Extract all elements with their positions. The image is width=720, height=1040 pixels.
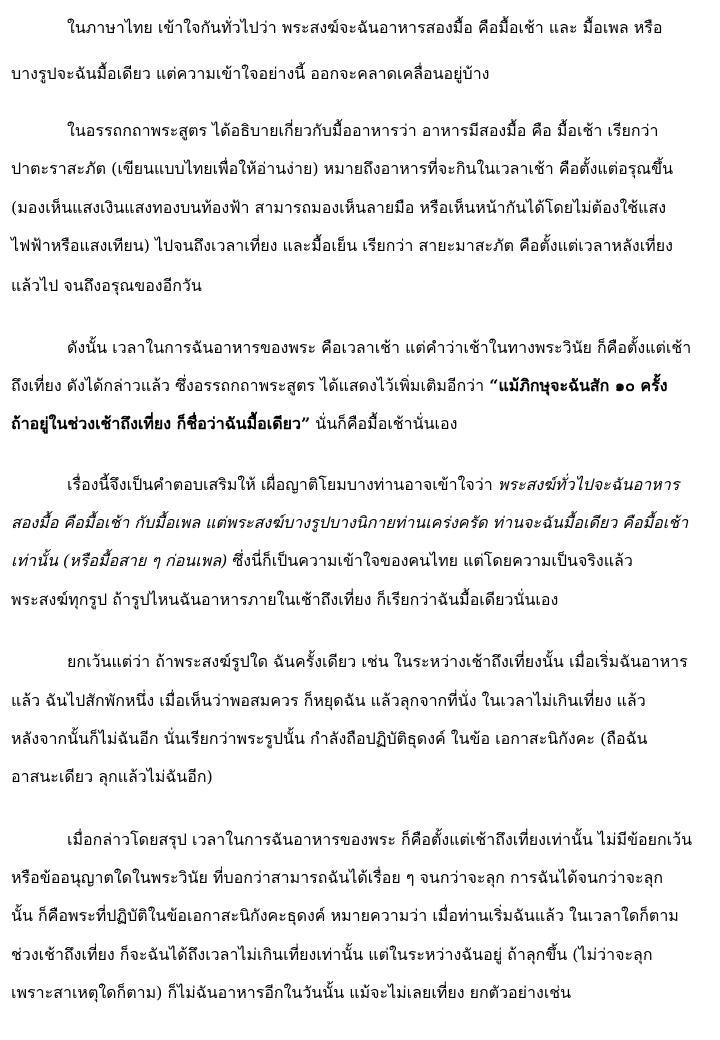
text-line: พระสงฆ์ทุกรูป ถ้ารูปไหนฉันอาหารภายในเช้าถึงเที่ยง ก็เรียกว่าฉันมื้อเดียวนั่นเอง [11,590,559,609]
italic-segment: พระสงฆ์ทั่วไปจะฉันอาหาร [497,475,680,494]
text-line: สองมื้อ คือมื้อเช้า กับมื้อเพล แต่พระสงฆ์บางรูปบางนิกายท่านเคร่งครัด ท่านจะฉันมื้อเดียว คือมื้อเช้า [11,513,689,532]
text-line: ในภาษาไทย เข้าใจกันทั่วไปว่า พระสงฆ์จะฉันอาหารสองมื้อ คือมื้อเช้า และ มื้อเพล หรือ [67,18,663,37]
italic-segment: เท่านั้น (หรือมื้อสาย ๆ ก่อนเพล) [11,551,228,570]
text-line: ในอรรถกถาพระสูตร ได้อธิบายเกี่ยวกับมื้ออาหารว่า อาหารมีสองมื้อ คือ มื้อเช้า เรียกว่า [67,121,659,140]
text-line [11,551,633,571]
text-line: (มองเห็นแสงเงินแสงทองบนท้องฟ้า สามารถมองเห็นลายมือ หรือเห็นหน้ากันได้โดยไม่ต้องใช้แสง [11,198,667,217]
quote-bold: “แม้ภิกษุจะฉันสัก ๑๐ ครั้ง [489,376,668,395]
text-line: ไฟฟ้าหรือแสงเทียน) ไปจนถึงเวลาเที่ยง และมื้อเย็น เรียกว่า สายะมาสะภัต คือตั้งแต่เวลาหลังเที่ยง [11,236,673,255]
text-line [11,376,668,396]
text-segment: ซึ่งนี่ก็เป็นความเข้าใจของคนไทย แต่โดยความเป็นจริงแล้ว [232,551,633,570]
text-line: เพราะสาเหตุใดก็ตาม) ก็ไม่ฉันอาหารอีกในวันนั้น แม้จะไม่เลยเที่ยง ยกตัวอย่างเช่น [11,983,572,1002]
text-line: นั้น ก็คือพระที่ปฏิบัติในข้อเอกาสะนิกังคะธุดงค์ หมายความว่า เมื่อท่านเริ่มฉันแล้ว ในเวลาใดก็ตาม [11,906,679,925]
text-segment: เรื่องนี้จึงเป็นคำตอบเสริมให้ เผื่อญาติโยมบางท่านอาจเข้าใจว่า [67,475,493,494]
text-segment: นั่นก็คือมื้อเช้านั่นเอง [315,414,458,433]
text-line: หรือข้ออนุญาตใดในพระวินัย ที่บอกว่าสามารถฉันได้เรื่อย ๆ จนกว่าจะลุก การฉันได้จนกว่าจะลุก [11,868,664,887]
text-line: เมื่อกล่าวโดยสรุป เวลาในการฉันอาหารของพระ ก็คือตั้งแต่เช้าถึงเที่ยงเท่านั้น ไม่มีข้อยกเว้น [67,830,693,849]
text-line: หลังจากนั้นก็ไม่ฉันอีก นั่นเรียกว่าพระรูปนั้น กำลังถือปฏิบัติธุดงค์ ในข้อ เอกาสะนิกังคะ (ถือฉัน [11,729,648,748]
text-line: ยกเว้นแต่ว่า ถ้าพระสงฆ์รูปใด ฉันครั้งเดียว เช่น ในระหว่างเช้าถึงเที่ยงนั้น เมื่อเริ่มฉันอาหาร [67,652,688,671]
text-line: บางรูปจะฉันมื้อเดียว แต่ความเข้าใจอย่างนี้ ออกจะคลาดเคลื่อนอยู่บ้าง [11,64,490,83]
text-line: ปาตะราสะภัต (เขียนแบบไทยเพื่อให้อ่านง่าย) หมายถึงอาหารที่จะกินในเวลาเช้า คือตั้งแต่อรุณขึ้น [11,159,673,178]
text-line: ดังนั้น เวลาในการฉันอาหารของพระ คือเวลาเช้า แต่คำว่าเช้าในทางพระวินัย ก็คือตั้งแต่เช้า [67,338,692,357]
text-line: อาสนะเดียว ลุกแล้วไม่ฉันอีก) [11,767,213,786]
quote-bold: ถ้าอยู่ในช่วงเช้าถึงเที่ยง ก็ชื่อว่าฉันมื้อเดียว” [11,414,311,433]
text-line: ช่วงเช้าถึงเที่ยง ก็จะฉันได้ถึงเวลาไม่เกินเที่ยงเท่านั้น แต่ในระหว่างฉันอยู่ ถ้าลุกขึ้น (ไม่ว่าจะลุก [11,945,653,964]
text-line [11,414,457,434]
text-segment: ถึงเที่ยง ดังได้กล่าวแล้ว ซึ่งอรรถกถาพระสูตร ได้แสดงไว้เพิ่มเติมอีกว่า [11,376,485,395]
text-line: แล้ว ฉันไปสักพักหนึ่ง เมื่อเห็นว่าพอสมควร ก็หยุดฉัน แล้วลุกจากที่นั่ง ในเวลาไม่เกินเที่ยง แล้ว [11,691,646,710]
text-line: แล้วไป จนถึงอรุณของอีกวัน [11,276,202,295]
text-line [67,475,679,495]
